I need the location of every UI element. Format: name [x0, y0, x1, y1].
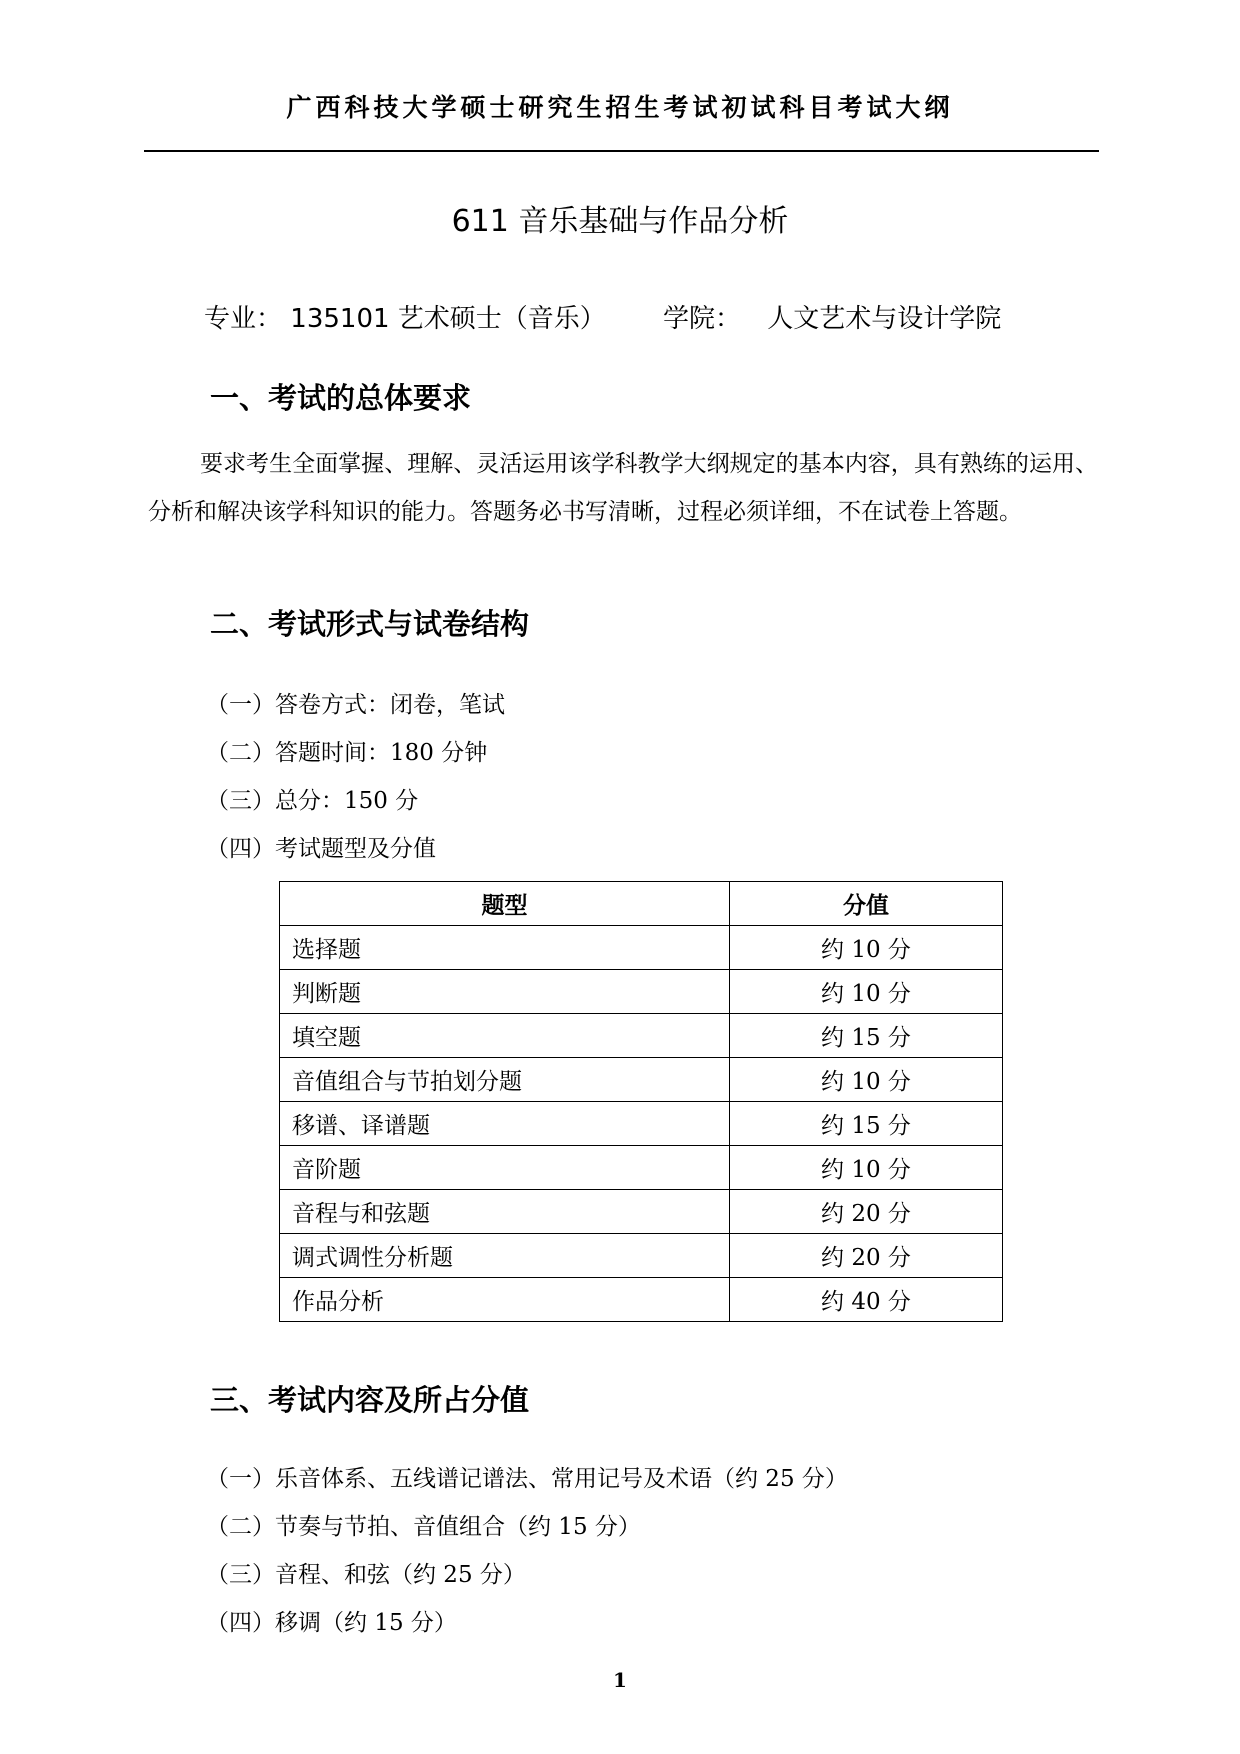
question-type-cell: 选择题	[280, 926, 730, 970]
major-line	[204, 298, 606, 335]
column-header-score: 分值	[730, 882, 1003, 926]
exam-content-item: （三）音程、和弦（约 25 分）	[206, 1562, 526, 1588]
score-cell: 约 10 分	[730, 970, 1003, 1014]
table-row	[280, 1234, 1003, 1278]
major-label: 专业：	[204, 304, 283, 334]
major-value: 135101 艺术硕士（音乐）	[290, 304, 606, 334]
question-type-cell: 移谱、译谱题	[280, 1102, 730, 1146]
score-cell: 约 10 分	[730, 1146, 1003, 1190]
score-cell: 约 40 分	[730, 1278, 1003, 1322]
score-cell: 约 20 分	[730, 1234, 1003, 1278]
table-header-row	[280, 882, 1003, 926]
section-heading-2: 二、考试形式与试卷结构	[210, 607, 530, 641]
exam-format-item: （四）考试题型及分值	[206, 836, 436, 862]
exam-content-item: （一）乐音体系、五线谱记谱法、常用记号及术语（约 25 分）	[206, 1466, 848, 1492]
question-type-cell: 调式调性分析题	[280, 1234, 730, 1278]
college-label: 学院：	[663, 304, 742, 334]
exam-format-item: （三）总分：150 分	[206, 788, 419, 814]
section-heading-1: 一、考试的总体要求	[210, 381, 472, 415]
header-divider	[144, 150, 1099, 152]
question-type-cell: 音值组合与节拍划分题	[280, 1058, 730, 1102]
question-type-cell: 判断题	[280, 970, 730, 1014]
table-row	[280, 1014, 1003, 1058]
table-row	[280, 970, 1003, 1014]
document-title: 611 音乐基础与作品分析	[451, 204, 789, 239]
table-row	[280, 1146, 1003, 1190]
question-type-cell: 音程与和弦题	[280, 1190, 730, 1234]
question-type-cell: 作品分析	[280, 1278, 730, 1322]
table-row	[280, 926, 1003, 970]
exam-content-item: （二）节奏与节拍、音值组合（约 15 分）	[206, 1514, 641, 1540]
score-cell: 约 15 分	[730, 1102, 1003, 1146]
question-type-cell: 填空题	[280, 1014, 730, 1058]
score-cell: 约 15 分	[730, 1014, 1003, 1058]
score-cell: 约 20 分	[730, 1190, 1003, 1234]
table-row	[280, 1058, 1003, 1102]
section-heading-3: 三、考试内容及所占分值	[210, 1383, 530, 1417]
table-row	[280, 1278, 1003, 1322]
college-value: 人文艺术与设计学院	[767, 304, 1002, 334]
score-cell: 约 10 分	[730, 926, 1003, 970]
exam-format-item: （一）答卷方式：闭卷，笔试	[206, 692, 505, 718]
college-line	[663, 298, 1001, 335]
table-row	[280, 1190, 1003, 1234]
page-number: 1	[613, 1668, 627, 1692]
score-cell: 约 10 分	[730, 1058, 1003, 1102]
column-header-type: 题型	[280, 882, 730, 926]
exam-content-item: （四）移调（约 15 分）	[206, 1610, 457, 1636]
exam-format-item: （二）答题时间：180 分钟	[206, 740, 488, 766]
page-header: 广西科技大学硕士研究生招生考试初试科目考试大纲	[286, 93, 954, 122]
question-type-cell: 音阶题	[280, 1146, 730, 1190]
question-type-score-table	[279, 881, 1003, 1322]
section-1-paragraph: 要求考生全面掌握、理解、灵活运用该学科教学大纲规定的基本内容，具有熟练的运用、分析和解决该学科知识的能力。答题务必书写清晰，过程必须详细，不在试卷上答题。	[148, 451, 1098, 525]
table-row	[280, 1102, 1003, 1146]
